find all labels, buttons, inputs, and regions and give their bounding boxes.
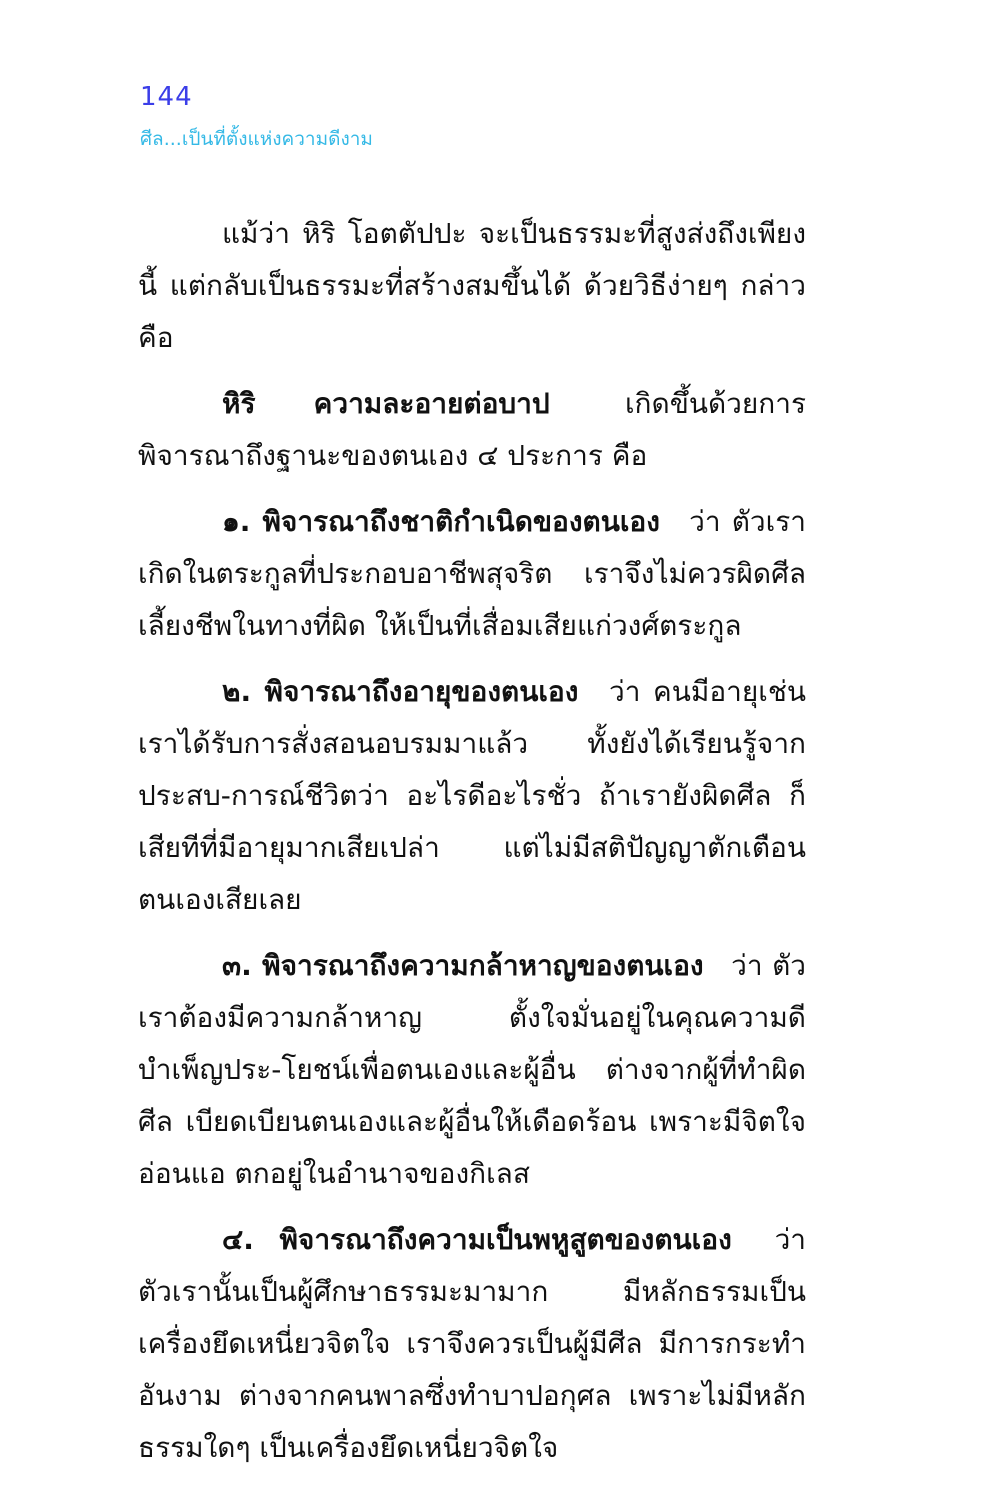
paragraph-heading: ๓. พิจารณาถึงความกล้าหาญของตนเอง [222, 949, 704, 982]
paragraph-intro [138, 208, 806, 364]
body-text [138, 208, 806, 1488]
paragraph-text: แม้ว่า หิริ โอตตัปปะ จะเป็นธรรมะที่สูงส่งถึงเพียงนี้ แต่กลับเป็นธรรมะที่สร้างสมขึ้นได้ ด้วยวิธีง่ายๆ กล่าวคือ [138, 217, 806, 354]
paragraph-text: ว่า คนมีอายุเช่นเราได้รับการสั่งสอนอบรมมาแล้ว ทั้งยังได้เรียนรู้จากประสบ-การณ์ชีวิตว่า อะไรดีอะไรชั่ว ถ้าเรายังผิดศีล ก็เสียทีที่มีอายุมากเสียเปล่า แต่ไม่มีสติปัญญาตักเตือนตนเองเสียเลย [138, 675, 807, 916]
page-number: 144 [140, 82, 193, 112]
paragraph-text: เกิดขึ้นด้วยการพิจารณาถึงฐานะของตนเอง ๔ ประการ คือ [138, 387, 806, 472]
paragraph-heading: ๑. พิจารณาถึงชาติกำเนิดของตนเอง [222, 505, 660, 538]
paragraph-text: ว่า ตัวเราเกิดในตระกูลที่ประกอบอาชีพสุจริต เราจึงไม่ควรผิดศีล เลี้ยงชีพในทางที่ผิด ให้เป็นที่เสื่อมเสียแก่วงศ์ตระกูล [138, 505, 806, 642]
paragraph-item-2 [138, 666, 806, 926]
paragraph-item-1 [138, 496, 806, 652]
paragraph-heading: ๔. พิจารณาถึงความเป็นพหูสูตของตนเอง [222, 1223, 732, 1256]
paragraph-text: ว่า ตัวเราต้องมีความกล้าหาญ ตั้งใจมั่นอยู่ในคุณความดี บำเพ็ญประ-โยชน์เพื่อตนเองและผู้อื่น ต่างจากผู้ที่ทำผิดศีล เบียดเบียนตนเองและผู้อื่นให้เดือดร้อน เพราะมีจิตใจอ่อนแอ ตกอยู่ในอำนาจของกิเลส [138, 949, 806, 1190]
paragraph-hiri [138, 378, 806, 482]
paragraph-item-3 [138, 940, 806, 1200]
paragraph-item-4 [138, 1214, 806, 1474]
paragraph-text: ว่า ตัวเรานั้นเป็นผู้ศึกษาธรรมะมามาก มีหลักธรรมเป็นเครื่องยึดเหนี่ยวจิตใจ เราจึงควรเป็นผู้มีศีล มีการกระทำอันงาม ต่างจากคนพาลซึ่งทำบาปอกุศล เพราะไม่มีหลักธรรมใดๆ เป็นเครื่องยึดเหนี่ยวจิตใจ [138, 1223, 807, 1464]
paragraph-heading: ๒. พิจารณาถึงอายุของตนเอง [222, 675, 579, 708]
running-title: ศีล...เป็นที่ตั้งแห่งความดีงาม [140, 128, 373, 150]
paragraph-heading: หิริ ความละอายต่อบาป [222, 387, 550, 420]
